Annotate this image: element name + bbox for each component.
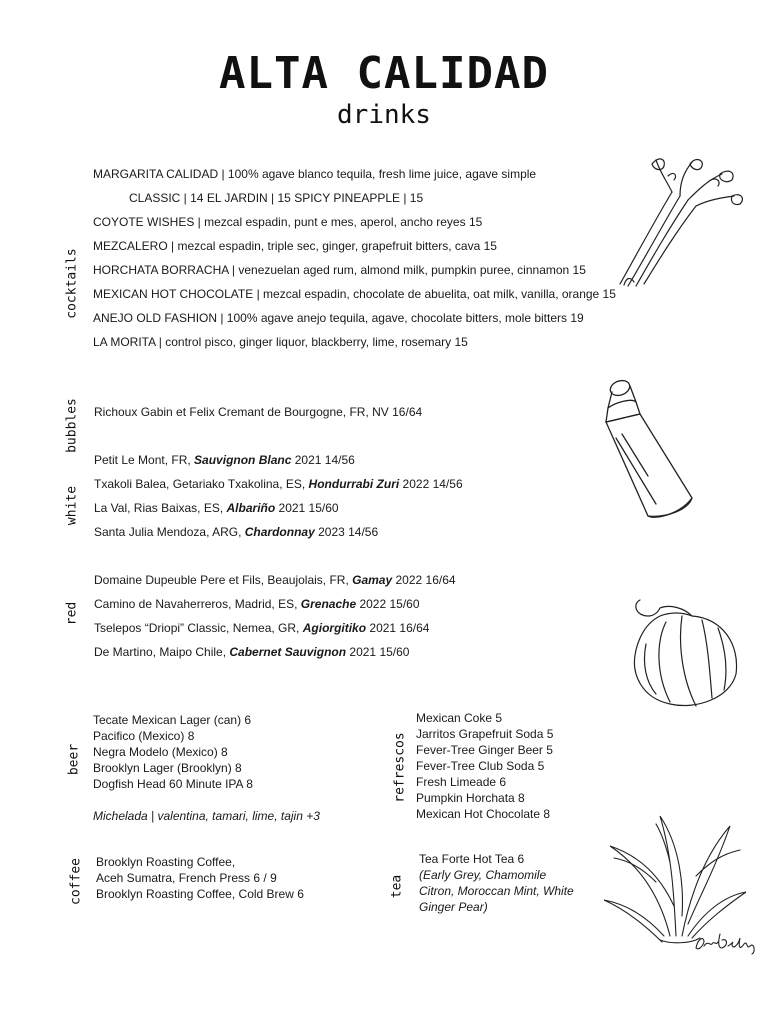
list-item: Fever-Tree Club Soda 5	[416, 759, 545, 773]
list-item: La Val, Rias Baixas, ES, Albariño 2021 15/60	[94, 501, 339, 515]
tea-flavors: (Early Grey, Chamomile	[419, 868, 547, 882]
list-item: Jarritos Grapefruit Soda 5	[416, 727, 554, 741]
list-item: Tecate Mexican Lager (can) 6	[93, 713, 252, 727]
list-item: Tselepos “Driopi” Classic, Nemea, GR, Agiorgitiko 2021 16/64	[94, 621, 430, 635]
list-item: Aceh Sumatra, French Press 6 / 9	[96, 871, 277, 885]
cocktail-shaker-illustration	[596, 378, 704, 524]
list-item: MEZCALERO | mezcal espadin, triple sec, ginger, grapefruit bitters, cava 15	[93, 239, 497, 253]
section-label-coffee: coffee	[68, 858, 84, 905]
list-item: Negra Modelo (Mexico) 8	[93, 745, 228, 759]
list-item: Richoux Gabin et Felix Cremant de Bourgogne, FR, NV 16/64	[94, 405, 423, 419]
section-label-refrescos: refrescos	[392, 732, 408, 803]
list-item: Fresh Limeade 6	[416, 775, 507, 789]
list-item: LA MORITA | control pisco, ginger liquor, blackberry, lime, rosemary 15	[93, 335, 468, 349]
list-item: Mexican Coke 5	[416, 711, 503, 725]
list-item: Camino de Navaherreros, Madrid, ES, Grenache 2022 15/60	[94, 597, 420, 611]
artist-signature	[694, 928, 760, 956]
list-item: COYOTE WISHES | mezcal espadin, punt e mes, aperol, ancho reyes 15	[93, 215, 483, 229]
agave-illustration	[600, 796, 750, 946]
section-label-tea: tea	[389, 874, 405, 899]
list-item: De Martino, Maipo Chile, Cabernet Sauvignon 2021 15/60	[94, 645, 410, 659]
list-item: CLASSIC | 14 EL JARDIN | 15 SPICY PINEAPPLE | 15	[129, 191, 424, 205]
celery-illustration	[608, 152, 748, 292]
list-item: Fever-Tree Ginger Beer 5	[416, 743, 553, 757]
section-label-bubbles: bubbles	[64, 398, 80, 453]
tea-flavors: Citron, Moroccan Mint, White	[419, 884, 574, 898]
page-title: ALTA CALIDAD	[219, 48, 549, 99]
list-item: Dogfish Head 60 Minute IPA 8	[93, 777, 253, 791]
section-label-white: white	[64, 485, 80, 526]
section-label-beer: beer	[66, 743, 82, 776]
list-item: Petit Le Mont, FR, Sauvignon Blanc 2021 14/56	[94, 453, 355, 467]
list-item: Brooklyn Roasting Coffee, Cold Brew 6	[96, 887, 304, 901]
list-item: Brooklyn Roasting Coffee,	[96, 855, 236, 869]
list-item: MEXICAN HOT CHOCOLATE | mezcal espadin, chocolate de abuelita, oat milk, vanilla, orange 15	[93, 287, 616, 301]
list-item: Santa Julia Mendoza, ARG, Chardonnay 2023 14/56	[94, 525, 379, 539]
list-item: Pumpkin Horchata 8	[416, 791, 525, 805]
michelada-addon: Michelada | valentina, tamari, lime, tajin +3	[93, 809, 320, 823]
list-item: HORCHATA BORRACHA | venezuelan aged rum, almond milk, pumpkin puree, cinnamon 15	[93, 263, 586, 277]
list-item: Pacifico (Mexico) 8	[93, 729, 195, 743]
list-item: Brooklyn Lager (Brooklyn) 8	[93, 761, 242, 775]
pepper-illustration	[626, 594, 744, 712]
section-label-red: red	[64, 601, 80, 626]
list-item: Txakoli Balea, Getariako Txakolina, ES, Hondurrabi Zuri 2022 14/56	[94, 477, 463, 491]
list-item: ANEJO OLD FASHION | 100% agave anejo tequila, agave, chocolate bitters, mole bitters 19	[93, 311, 584, 325]
list-item: Domaine Dupeuble Pere et Fils, Beaujolais, FR, Gamay 2022 16/64	[94, 573, 456, 587]
tea-flavors: Ginger Pear)	[419, 900, 488, 914]
section-label-cocktails: cocktails	[64, 248, 80, 319]
page-subtitle: drinks	[337, 100, 431, 130]
list-item: MARGARITA CALIDAD | 100% agave blanco tequila, fresh lime juice, agave simple	[93, 167, 537, 181]
list-item: Mexican Hot Chocolate 8	[416, 807, 551, 821]
list-item: Tea Forte Hot Tea 6	[419, 852, 525, 866]
